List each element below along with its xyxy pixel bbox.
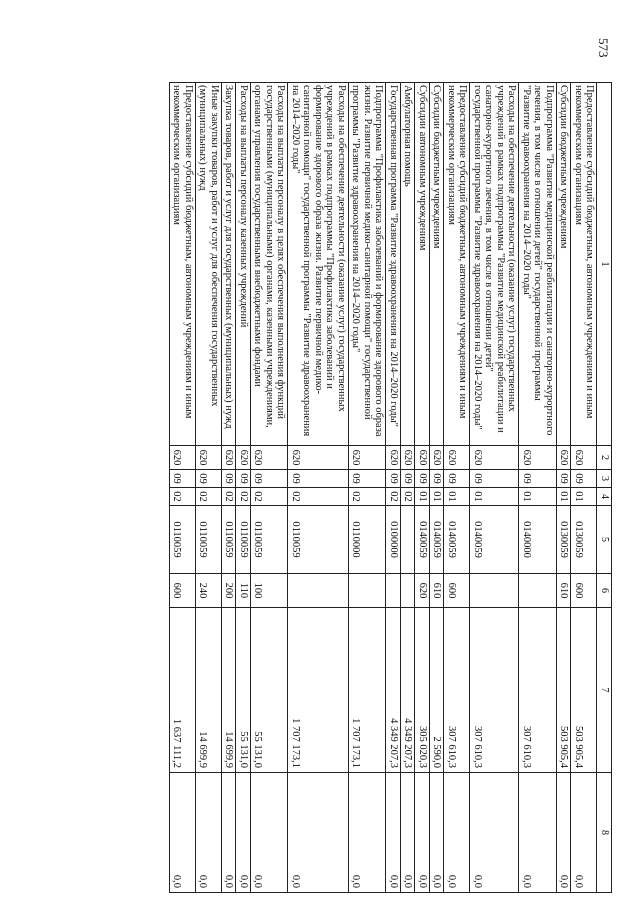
name-cell: Предоставление субсидий бюджетным, автономным учреждениям и иным некоммерческим организациям <box>170 83 196 446</box>
table-row <box>557 83 572 893</box>
amount-extra-cell: 0,0 <box>196 773 222 893</box>
header-cell: 4 <box>597 488 612 506</box>
table-header-row <box>597 83 612 893</box>
subsection-cell: 02 <box>236 488 251 506</box>
admin-code-cell: 620 <box>288 446 349 470</box>
section-cell: 09 <box>222 470 237 488</box>
expense-type-cell <box>519 574 557 608</box>
section-cell: 09 <box>236 470 251 488</box>
expense-type-cell: 610 <box>557 574 572 608</box>
name-cell: Расходы на выплаты персоналу казенных учреждений <box>236 83 251 446</box>
amount-cell: 2 590,0 <box>430 608 445 773</box>
name-cell: Расходы на обеспечение деятельности (оказание услуг) государственных учреждений в рамках подпрограммы "Профилактика заболеваний и формирование здорового образа жизни. Развитие первичной медико-санитарной помощи" государственной программы "Развитие здравоохранения на 2014–2020 годы" <box>288 83 349 446</box>
target-article-cell: 0140059 <box>444 506 470 574</box>
budget-table <box>169 82 612 893</box>
table-row <box>222 83 237 893</box>
header-cell: 7 <box>597 608 612 773</box>
amount-extra-cell: 0,0 <box>470 773 519 893</box>
subsection-cell: 02 <box>222 488 237 506</box>
expense-type-cell: 240 <box>196 574 222 608</box>
amount-extra-cell: 0,0 <box>430 773 445 893</box>
expense-type-cell <box>386 574 401 608</box>
amount-extra-cell: 0,0 <box>236 773 251 893</box>
amount-cell: 4 349 207,3 <box>401 608 416 773</box>
name-cell: Закупка товаров, работ и услуг для государственных (муниципальных) нужд <box>222 83 237 446</box>
amount-extra-cell: 0,0 <box>401 773 416 893</box>
amount-extra-cell: 0,0 <box>288 773 349 893</box>
section-cell: 09 <box>430 470 445 488</box>
name-cell: Иные закупки товаров, работ и услуг для обеспечения государственных (муниципальных) нужд <box>196 83 222 446</box>
section-cell: 09 <box>444 470 470 488</box>
target-article-cell: 0110059 <box>222 506 237 574</box>
section-cell: 09 <box>251 470 289 488</box>
section-cell: 09 <box>519 470 557 488</box>
admin-code-cell: 620 <box>415 446 430 470</box>
admin-code-cell: 620 <box>236 446 251 470</box>
amount-extra-cell: 0,0 <box>557 773 572 893</box>
header-cell: 8 <box>597 773 612 893</box>
table-row <box>386 83 401 893</box>
admin-code-cell: 620 <box>401 446 416 470</box>
section-cell: 09 <box>470 470 519 488</box>
admin-code-cell: 620 <box>571 446 597 470</box>
name-cell: Субсидии бюджетным учреждениям <box>557 83 572 446</box>
amount-cell: 307 610,3 <box>519 608 557 773</box>
amount-extra-cell: 0,0 <box>571 773 597 893</box>
name-cell: Подпрограмма "Развитие медицинской реабилитации и санаторно-курортного лечения, в том числе в отношении детей" государственной программы "Развитие здравоохранения на 2014–2020 годы" <box>519 83 557 446</box>
expense-type-cell: 610 <box>430 574 445 608</box>
header-cell: 2 <box>597 446 612 470</box>
subsection-cell: 02 <box>401 488 416 506</box>
target-article-cell: 0140000 <box>519 506 557 574</box>
admin-code-cell: 620 <box>430 446 445 470</box>
page-number: 573 <box>596 38 611 58</box>
expense-type-cell: 600 <box>571 574 597 608</box>
subsection-cell: 02 <box>196 488 222 506</box>
header-cell: 3 <box>597 470 612 488</box>
table-row <box>401 83 416 893</box>
admin-code-cell: 620 <box>557 446 572 470</box>
table-row <box>251 83 289 893</box>
table-row <box>288 83 349 893</box>
amount-extra-cell: 0,0 <box>222 773 237 893</box>
section-cell: 09 <box>170 470 196 488</box>
table-row <box>571 83 597 893</box>
amount-extra-cell: 0,0 <box>519 773 557 893</box>
section-cell: 09 <box>196 470 222 488</box>
amount-cell: 1 707 173,1 <box>288 608 349 773</box>
expense-type-cell <box>470 574 519 608</box>
table-row <box>519 83 557 893</box>
expense-type-cell: 200 <box>222 574 237 608</box>
subsection-cell: 02 <box>251 488 289 506</box>
section-cell: 09 <box>349 470 387 488</box>
amount-cell: 1 707 173,1 <box>349 608 387 773</box>
amount-extra-cell: 0,0 <box>349 773 387 893</box>
subsection-cell: 01 <box>571 488 597 506</box>
target-article-cell: 0110000 <box>349 506 387 574</box>
expense-type-cell: 100 <box>251 574 289 608</box>
amount-extra-cell: 0,0 <box>444 773 470 893</box>
expense-type-cell: 600 <box>170 574 196 608</box>
target-article-cell: 0130059 <box>557 506 572 574</box>
target-article-cell: 0110059 <box>196 506 222 574</box>
amount-cell: 1 637 111,2 <box>170 608 196 773</box>
target-article-cell: 0110059 <box>288 506 349 574</box>
admin-code-cell: 620 <box>349 446 387 470</box>
table-row <box>236 83 251 893</box>
amount-cell: 307 610,3 <box>444 608 470 773</box>
target-article-cell: 0100000 <box>386 506 401 574</box>
amount-extra-cell: 0,0 <box>415 773 430 893</box>
name-cell: Субсидии бюджетным учреждениям <box>430 83 445 446</box>
subsection-cell: 01 <box>444 488 470 506</box>
name-cell: Предоставление субсидий бюджетным, автономным учреждениям и иным некоммерческим организациям <box>444 83 470 446</box>
budget-table-rotated <box>82 82 612 892</box>
amount-extra-cell: 0,0 <box>170 773 196 893</box>
amount-cell: 307 610,3 <box>470 608 519 773</box>
amount-cell: 14 699,9 <box>222 608 237 773</box>
admin-code-cell: 620 <box>251 446 289 470</box>
expense-type-cell: 110 <box>236 574 251 608</box>
section-cell: 09 <box>288 470 349 488</box>
subsection-cell: 01 <box>470 488 519 506</box>
target-article-cell: 0140059 <box>430 506 445 574</box>
subsection-cell: 01 <box>557 488 572 506</box>
name-cell: Расходы на обеспечение деятельности (оказание услуг) государственных учреждений в рамках подпрограммы "Развитие медицинской реабилитации и санаторно-курортного лечения, в том числе в отношении детей" государственной программы "Развитие здравоохранения на 2014–2020 годы" <box>470 83 519 446</box>
target-article-cell: 0110059 <box>236 506 251 574</box>
amount-extra-cell: 0,0 <box>251 773 289 893</box>
amount-cell: 305 020,3 <box>415 608 430 773</box>
amount-extra-cell: 0,0 <box>386 773 401 893</box>
target-article-cell <box>401 506 416 574</box>
admin-code-cell: 620 <box>222 446 237 470</box>
admin-code-cell: 620 <box>386 446 401 470</box>
subsection-cell: 02 <box>170 488 196 506</box>
header-cell: 1 <box>597 83 612 446</box>
subsection-cell: 02 <box>288 488 349 506</box>
name-cell: Амбулаторная помощь <box>401 83 416 446</box>
admin-code-cell: 620 <box>519 446 557 470</box>
amount-cell: 55 131,0 <box>236 608 251 773</box>
expense-type-cell <box>288 574 349 608</box>
section-cell: 09 <box>401 470 416 488</box>
name-cell: Государственная программа "Развитие здравоохранения на 2014–2020 годы" <box>386 83 401 446</box>
table-row <box>196 83 222 893</box>
target-article-cell: 0110059 <box>170 506 196 574</box>
section-cell: 09 <box>386 470 401 488</box>
amount-cell: 55 131,0 <box>251 608 289 773</box>
target-article-cell: 0140059 <box>470 506 519 574</box>
expense-type-cell <box>349 574 387 608</box>
amount-cell: 503 905,4 <box>571 608 597 773</box>
name-cell: Расходы на выплаты персоналу в целях обеспечения выполнения функций государственными (муниципальными) органами, казенными учреждениями, органами управления государственными внебюджетными фондами <box>251 83 289 446</box>
section-cell: 09 <box>415 470 430 488</box>
admin-code-cell: 620 <box>196 446 222 470</box>
target-article-cell: 0130059 <box>571 506 597 574</box>
amount-cell: 4 349 207,3 <box>386 608 401 773</box>
header-cell: 5 <box>597 506 612 574</box>
subsection-cell: 01 <box>519 488 557 506</box>
expense-type-cell: 600 <box>444 574 470 608</box>
subsection-cell: 02 <box>386 488 401 506</box>
table-row <box>349 83 387 893</box>
table-row <box>415 83 430 893</box>
name-cell: Подпрограмма "Профилактика заболеваний и формирование здорового образа жизни. Развитие первичной медико-санитарной помощи" государственной программы "Развитие здравоохранения на 2014–2020 годы" <box>349 83 387 446</box>
subsection-cell: 01 <box>430 488 445 506</box>
admin-code-cell: 620 <box>444 446 470 470</box>
target-article-cell: 0110059 <box>251 506 289 574</box>
subsection-cell: 02 <box>349 488 387 506</box>
name-cell: Субсидии автономным учреждениям <box>415 83 430 446</box>
expense-type-cell <box>401 574 416 608</box>
header-cell: 6 <box>597 574 612 608</box>
section-cell: 09 <box>571 470 597 488</box>
subsection-cell: 01 <box>415 488 430 506</box>
target-article-cell: 0140059 <box>415 506 430 574</box>
section-cell: 09 <box>557 470 572 488</box>
table-row <box>470 83 519 893</box>
expense-type-cell: 620 <box>415 574 430 608</box>
table-row <box>430 83 445 893</box>
amount-cell: 503 905,4 <box>557 608 572 773</box>
admin-code-cell: 620 <box>170 446 196 470</box>
amount-cell: 14 699,9 <box>196 608 222 773</box>
table-row <box>170 83 196 893</box>
admin-code-cell: 620 <box>470 446 519 470</box>
name-cell: Предоставление субсидий бюджетным, автономным учреждениям и иным некоммерческим организациям <box>571 83 597 446</box>
table-row <box>444 83 470 893</box>
